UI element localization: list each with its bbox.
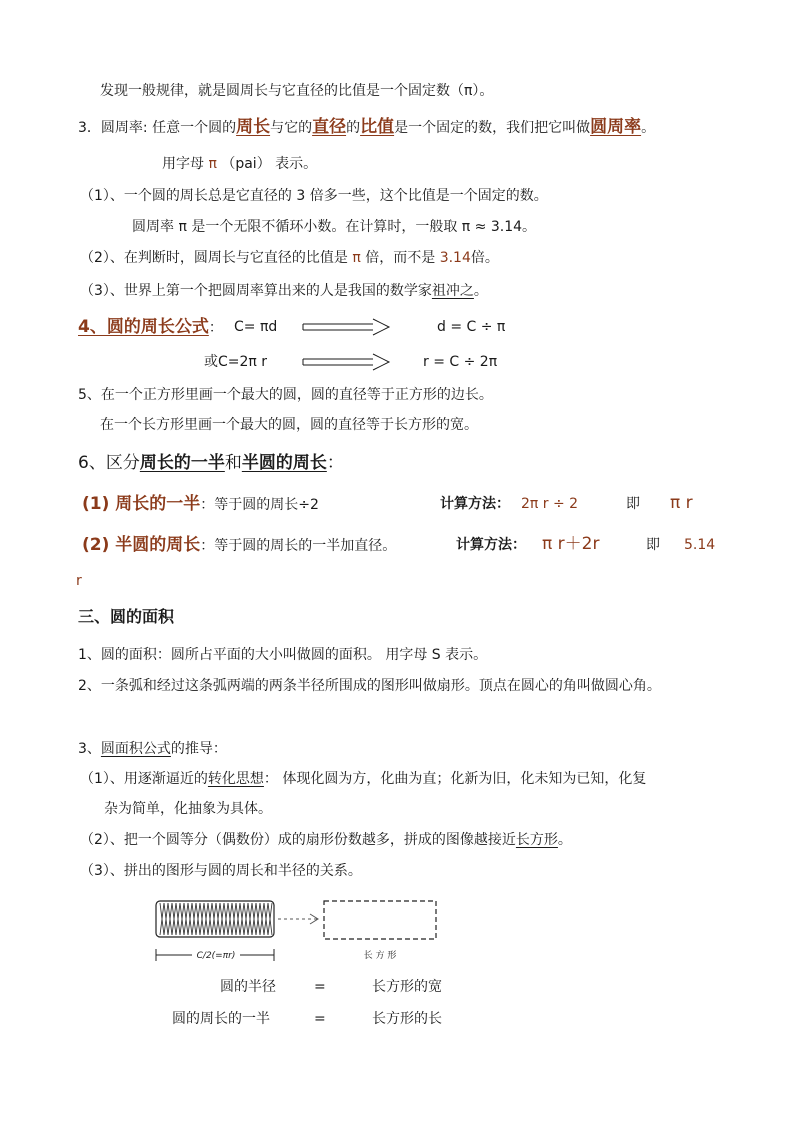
half-calc-value: 2π r ÷ 2: [521, 496, 579, 512]
half-result: π r: [670, 493, 693, 513]
point-5b: 在一个长方形里画一个最大的圆，圆的直径等于长方形的宽。: [100, 417, 478, 433]
rectangle-caption: 长 方 形: [363, 951, 397, 961]
derivation-3: （3）、拼出的图形与圆的周长和半径的关系。: [80, 863, 362, 879]
pi-definition: [78, 118, 655, 137]
point-3-c: 。: [473, 283, 488, 299]
point-1b: 圆周率 π 是一个无限不循环小数。在计算时，一般取 π ≈ 3.14。: [132, 219, 537, 235]
point-1: （1）、一个圆的周长总是它直径的 3 倍多一些，这个比值是一个固定的数。: [80, 188, 548, 204]
formula-heading: [78, 318, 223, 337]
semicircle-line: [82, 536, 396, 555]
arrow-1-head: [373, 319, 389, 335]
rectangle-term: 长方形: [515, 832, 558, 848]
semicircle-ji: 即: [646, 537, 660, 553]
half-circumference-term: 周长的一半: [139, 453, 225, 473]
point-6-e: ：: [326, 453, 344, 473]
relation-2-right: 长方形的长: [372, 1011, 442, 1027]
result-1: d = C ÷ π: [437, 319, 506, 335]
term-ratio: 比值: [360, 117, 395, 137]
point-6: [78, 454, 344, 472]
transform-idea: 转化思想: [207, 771, 264, 787]
pi-def-a: 3．圆周率: 任意一个圆的: [78, 120, 237, 136]
pi-def-c: 与它的: [270, 120, 313, 136]
term-circumference: 周长: [236, 117, 271, 137]
arrow-1: [303, 319, 393, 335]
area-1: 1、圆的面积：圆所占平面的大小叫做圆的面积。 用字母 S 表示。: [78, 647, 488, 663]
zu-chongzhi: 祖冲之: [431, 283, 474, 299]
half-ji: 即: [626, 496, 640, 512]
formula-label: 4、圆的周长公式: [78, 317, 209, 337]
relation-2-eq: =: [314, 1011, 326, 1027]
area-3: [78, 740, 227, 758]
point-2-pi: π: [352, 250, 361, 266]
relation-1-left: 圆的半径: [220, 979, 276, 995]
pi-def-g: 是一个固定的数，我们把它叫做: [394, 120, 591, 136]
point-2-a: （2）、在判断时，圆周长与它直径的比值是: [80, 250, 348, 266]
term-pi: 圆周率: [590, 117, 642, 137]
half-calc-label: 计算方法：: [440, 496, 510, 512]
dim-label: C/2(=πr): [196, 951, 236, 961]
point-3: [80, 282, 488, 300]
pi-def-i: 。: [641, 120, 656, 136]
derivation-1-c: ： 体现化圆为方，化曲为直；化新为旧，化未知为已知，化复: [263, 771, 647, 787]
semicircle-perimeter-term: 半圆的周长: [241, 453, 327, 473]
derivation-1: [80, 770, 646, 788]
area-2: 2、一条弧和经过这条弧两端的两条半径所围成的图形叫做扇形。顶点在圆心的角叫做圆心角。: [78, 678, 661, 694]
pi-letter-c: （pai） 表示。: [221, 156, 318, 172]
area-formula-term: 圆面积公式: [100, 741, 171, 757]
relation-1-eq: =: [314, 979, 326, 995]
point-2: [80, 249, 499, 267]
formula-2: 或C=2π r: [204, 354, 268, 370]
point-6-c: 和: [224, 453, 242, 473]
half-text: ：等于圆的周长÷2: [200, 497, 319, 513]
derivation-1-a: （1）、用逐渐逼近的: [80, 771, 208, 787]
pi-symbol: π: [208, 156, 217, 172]
semicircle-calc-value: π r＋2r: [542, 534, 600, 554]
semicircle-label: (2) 半圆的周长: [82, 535, 201, 555]
point-6-a: 6、区分: [78, 453, 140, 473]
semicircle-result-tail: r: [76, 573, 82, 589]
formula-colon: ：: [208, 320, 223, 336]
derivation-2-a: （2）、把一个圆等分（偶数份）成的扇形份数越多，拼成的图像越接近: [80, 832, 516, 848]
point-2-314: 3.14: [439, 250, 471, 266]
relation-1-right: 长方形的宽: [372, 979, 442, 995]
result-2: r = C ÷ 2π: [423, 354, 498, 370]
target-rectangle: [324, 901, 436, 939]
sector-strips: [160, 903, 272, 935]
relation-2-left: 圆的周长的一半: [172, 1011, 270, 1027]
area-3-a: 3、: [78, 741, 101, 757]
derivation-2: [80, 831, 572, 849]
semicircle-calc-label: 计算方法：: [456, 537, 526, 553]
point-2-e: 倍。: [470, 250, 499, 266]
section-area-heading: 三、圆的面积: [78, 607, 175, 626]
point-3-a: （3）、世界上第一个把圆周率算出来的人是我国的数学家: [80, 283, 432, 299]
semicircle-result: 5.14: [684, 537, 716, 553]
arrow-2: [303, 354, 393, 370]
pi-letter-line: [162, 155, 317, 173]
pi-def-e: 的: [346, 120, 361, 136]
sector-rectangle-figure: [150, 895, 450, 970]
pi-letter-a: 用字母: [162, 156, 204, 172]
derivation-2-c: 。: [557, 832, 572, 848]
term-diameter: 直径: [312, 117, 347, 137]
area-3-c: 的推导：: [170, 741, 227, 757]
point-5a: 5、在一个正方形里画一个最大的圆，圆的直径等于正方形的边长。: [78, 387, 493, 403]
half-line: [82, 495, 319, 514]
formula-1: C= πd: [234, 319, 278, 335]
derivation-1-cont: 杂为简单，化抽象为具体。: [104, 801, 272, 817]
point-2-c: 倍，而不是: [365, 250, 436, 266]
arrow-2-head: [373, 354, 389, 370]
half-label: (1) 周长的一半: [82, 494, 201, 514]
semicircle-text: ：等于圆的周长的一半加直径。: [200, 538, 397, 554]
line-rule: 发现一般规律，就是圆周长与它直径的比值是一个固定数（π）。: [100, 83, 494, 99]
